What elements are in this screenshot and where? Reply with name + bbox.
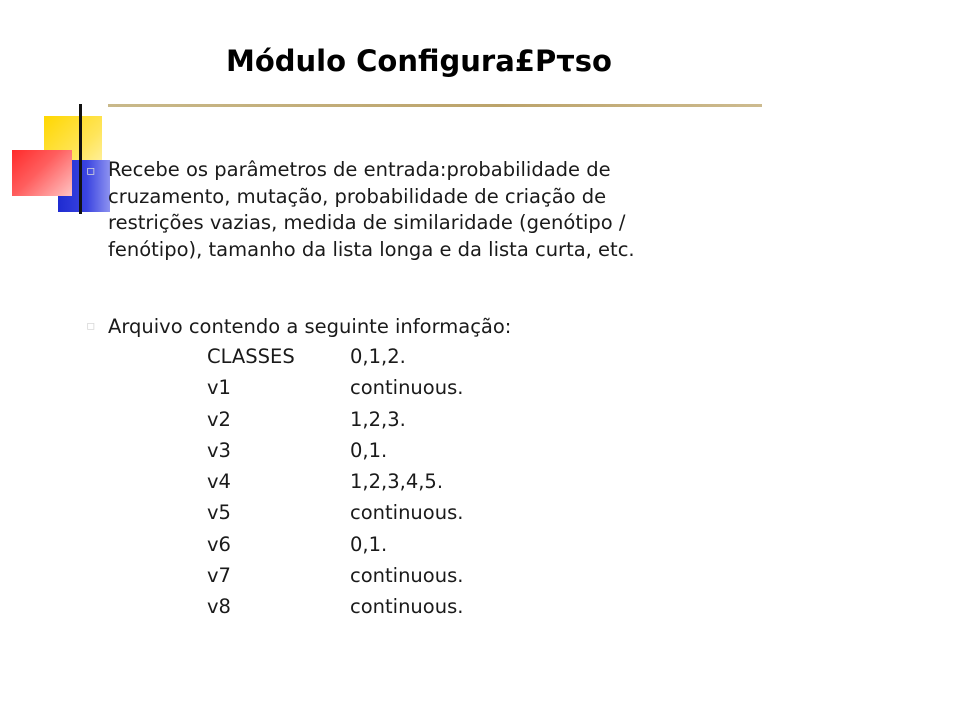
paragraph-line: restrições vazias, medida de similaridade (genótipo /: [108, 211, 626, 234]
parameters-paragraph: [108, 157, 798, 263]
file-row-value: continuous.: [350, 595, 464, 619]
square-bullet-icon: ▫: [86, 163, 96, 179]
paragraph-line: Recebe os parâmetros de entrada:probabilidade de: [108, 158, 611, 181]
file-row-value: continuous.: [350, 564, 464, 588]
file-row-key: v1: [207, 376, 231, 400]
file-row-key: v2: [207, 407, 231, 431]
file-row-key: v3: [207, 438, 231, 462]
file-row-key: v4: [207, 470, 231, 494]
file-row-value: 0,1.: [350, 438, 388, 462]
file-row-key: v5: [207, 501, 231, 525]
paragraph-line: fenótipo), tamanho da lista longa e da lista curta, etc.: [108, 237, 635, 261]
title-underline-rule: [108, 104, 762, 107]
paragraph-line: cruzamento, mutação, probabilidade de criação de: [108, 184, 607, 208]
file-row-value: 1,2,3.: [350, 407, 406, 431]
decorative-vertical-line: [79, 104, 82, 214]
file-row-value: continuous.: [350, 376, 464, 400]
file-intro-text: Arquivo contendo a seguinte informação:: [108, 315, 512, 338]
decorative-red-square: [12, 150, 72, 196]
file-row-value: 0,1.: [350, 532, 388, 556]
file-row-key: v6: [207, 532, 231, 556]
slide-title: Módulo Configura£Pτso: [226, 44, 612, 78]
file-row-key: v7: [207, 564, 231, 588]
file-row-value: 0,1,2.: [350, 345, 406, 368]
file-row-value: 1,2,3,4,5.: [350, 470, 444, 494]
file-row-key: CLASSES: [207, 345, 295, 368]
square-bullet-icon: ▫: [86, 318, 96, 334]
file-row-value: continuous.: [350, 501, 464, 525]
file-row-key: v8: [207, 595, 231, 619]
